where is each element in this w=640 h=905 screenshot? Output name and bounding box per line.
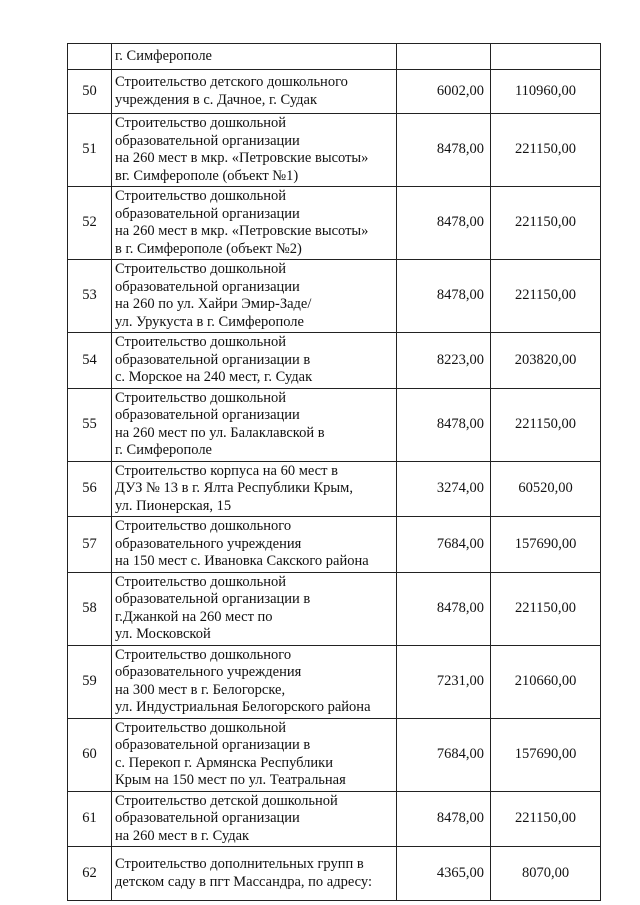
table-body xyxy=(68,44,601,901)
row-area: 4365,00 xyxy=(397,847,491,901)
row-number: 61 xyxy=(68,791,112,847)
row-description: Строительство дошкольного образовательного учреждения на 300 мест в г. Белогорске, ул. Индустриальная Белогорского района xyxy=(112,645,397,718)
row-number: 55 xyxy=(68,388,112,461)
row-area: 8478,00 xyxy=(397,114,491,187)
table-row xyxy=(68,718,601,791)
row-description: Строительство дошкольной образовательной организации на 260 мест в мкр. «Петровские высоты» в г. Симферополе (объект №2) xyxy=(112,187,397,260)
construction-table xyxy=(67,43,601,901)
table-row xyxy=(68,260,601,333)
row-area: 8478,00 xyxy=(397,187,491,260)
row-description: Строительство дошкольной образовательной организации на 260 мест в мкр. «Петровские высоты» вг. Симферополе (объект №1) xyxy=(112,114,397,187)
table-row xyxy=(68,388,601,461)
row-area: 8478,00 xyxy=(397,388,491,461)
row-cost: 157690,00 xyxy=(491,517,601,573)
row-description: Строительство дошкольной образовательной организации в с. Перекоп г. Армянска Республики Крым на 150 мест по ул. Театральная xyxy=(112,718,397,791)
row-cost: 221150,00 xyxy=(491,388,601,461)
row-number: 52 xyxy=(68,187,112,260)
row-number: 62 xyxy=(68,847,112,901)
row-description: Строительство детской дошкольной образовательной организации на 260 мест в г. Судак xyxy=(112,791,397,847)
table-row xyxy=(68,645,601,718)
row-number: 53 xyxy=(68,260,112,333)
row-number: 58 xyxy=(68,572,112,645)
row-cost: 110960,00 xyxy=(491,70,601,114)
row-description: Строительство корпуса на 60 мест в ДУЗ № 13 в г. Ялта Республики Крым, ул. Пионерская, 15 xyxy=(112,461,397,517)
table-row xyxy=(68,847,601,901)
row-area: 8223,00 xyxy=(397,333,491,389)
table-row xyxy=(68,187,601,260)
row-number: 60 xyxy=(68,718,112,791)
row-area: 8478,00 xyxy=(397,791,491,847)
table-row xyxy=(68,70,601,114)
row-cost xyxy=(491,44,601,70)
row-area: 3274,00 xyxy=(397,461,491,517)
row-cost: 210660,00 xyxy=(491,645,601,718)
table-row xyxy=(68,333,601,389)
row-cost: 221150,00 xyxy=(491,572,601,645)
row-number: 59 xyxy=(68,645,112,718)
row-number: 56 xyxy=(68,461,112,517)
row-area: 7231,00 xyxy=(397,645,491,718)
row-description: Строительство дошкольного образовательного учреждения на 150 мест с. Ивановка Сакского района xyxy=(112,517,397,573)
row-area: 7684,00 xyxy=(397,718,491,791)
row-number: 51 xyxy=(68,114,112,187)
row-cost: 221150,00 xyxy=(491,187,601,260)
row-area: 6002,00 xyxy=(397,70,491,114)
row-number xyxy=(68,44,112,70)
table-row xyxy=(68,572,601,645)
row-area xyxy=(397,44,491,70)
row-number: 50 xyxy=(68,70,112,114)
row-cost: 221150,00 xyxy=(491,114,601,187)
row-area: 7684,00 xyxy=(397,517,491,573)
row-description: Строительство дошкольной образовательной организации на 260 мест по ул. Балаклавской в г. Симферополе xyxy=(112,388,397,461)
table-row xyxy=(68,461,601,517)
row-description: г. Симферополе xyxy=(112,44,397,70)
table-row xyxy=(68,791,601,847)
table-row xyxy=(68,517,601,573)
row-description: Строительство дошкольной образовательной организации в г.Джанкой на 260 мест по ул. Московской xyxy=(112,572,397,645)
row-cost: 221150,00 xyxy=(491,791,601,847)
table-row xyxy=(68,114,601,187)
row-area: 8478,00 xyxy=(397,260,491,333)
row-area: 8478,00 xyxy=(397,572,491,645)
row-cost: 221150,00 xyxy=(491,260,601,333)
row-description: Строительство дополнительных групп в детском саду в пгт Массандра, по адресу: xyxy=(112,847,397,901)
row-description: Строительство дошкольной образовательной организации в с. Морское на 240 мест, г. Судак xyxy=(112,333,397,389)
row-cost: 203820,00 xyxy=(491,333,601,389)
row-cost: 60520,00 xyxy=(491,461,601,517)
row-cost: 157690,00 xyxy=(491,718,601,791)
table-row xyxy=(68,44,601,70)
row-description: Строительство детского дошкольного учреждения в с. Дачное, г. Судак xyxy=(112,70,397,114)
row-number: 57 xyxy=(68,517,112,573)
row-cost: 8070,00 xyxy=(491,847,601,901)
row-description: Строительство дошкольной образовательной организации на 260 по ул. Хайри Эмир-Заде/ ул. Урукуста в г. Симферополе xyxy=(112,260,397,333)
row-number: 54 xyxy=(68,333,112,389)
